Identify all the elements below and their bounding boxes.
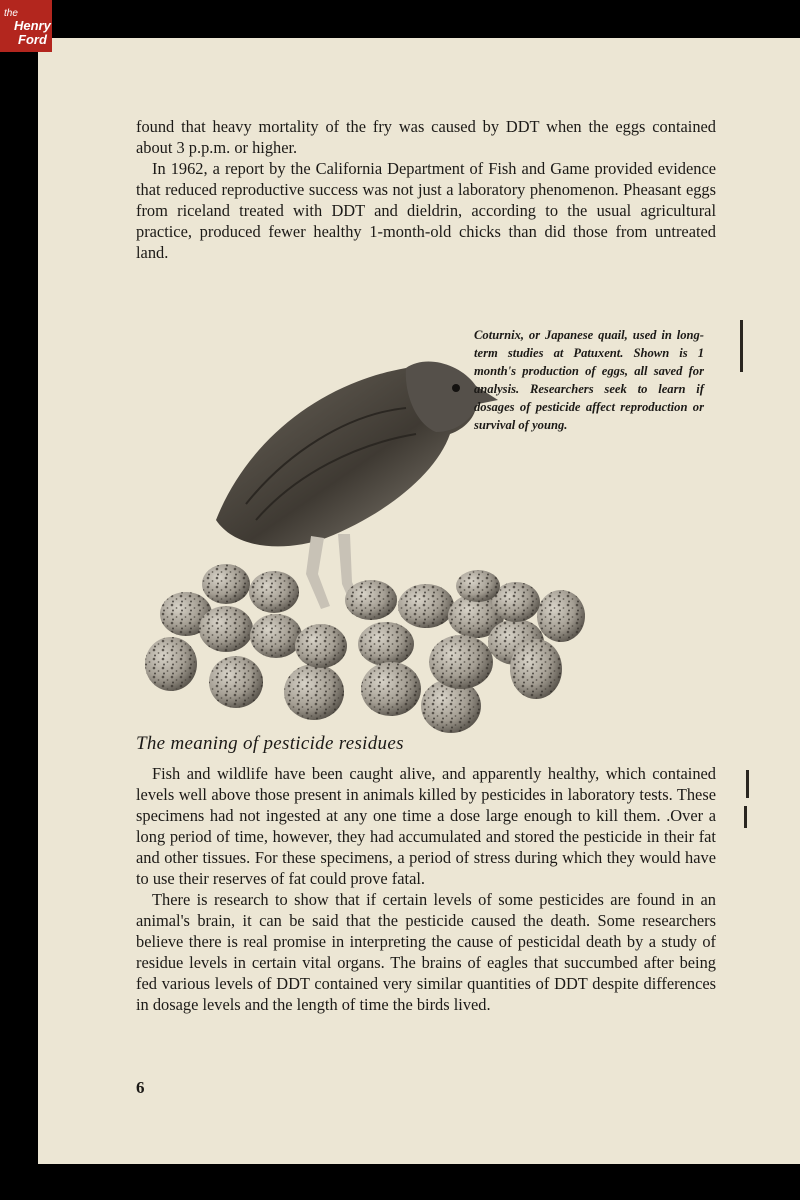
intro-text xyxy=(136,116,716,263)
logo-text-ford: Ford xyxy=(18,32,47,47)
henry-ford-logo xyxy=(0,0,52,52)
body-paragraph-1: Fish and wildlife have been caught alive, and apparently healthy, which contained levels well above those present in animals killed by pesticides in laboratory tests. These specimens had not ingested at any one time a dose large enough to kill them. .Over a long period of time, however, they had accumulated and stored the pesticide in their fat and other tissues. For these specimens, a period of stress during which they would have to use their reserves of fat could prove fatal. xyxy=(136,764,716,888)
logo-text-the: the xyxy=(4,8,18,19)
intro-paragraph-2: In 1962, a report by the California Department of Fish and Game provided evidence that reduced reproductive success was not just a laboratory phenomenon. Pheasant eggs from riceland treated with DDT and dieldrin, according to the usual agricultural practice, produced fewer healthy 1-month-old chicks than did those from untreated land. xyxy=(136,159,716,262)
bleed-mark xyxy=(744,806,747,828)
egg-pile xyxy=(145,564,585,733)
body-paragraph-2: There is research to show that if certain levels of some pesticides are found in an animal's brain, it can be said that the pesticide caused the death. Some researchers believe there is real promise in interpreting the cause of pesticidal death by a study of residue levels in certain vital organs. The brains of eagles that succumbed after being fed various levels of DDT contained very similar quantities of DDT despite differences in dosage levels and the length of time the birds lived. xyxy=(136,890,716,1014)
section-heading: The meaning of pesticide residues xyxy=(136,733,404,754)
logo-text-henry: Henry xyxy=(14,18,51,33)
body-text xyxy=(136,763,716,1015)
intro-paragraph-1: found that heavy mortality of the fry was caused by DDT when the eggs contained about 3 p.p.m. or higher. xyxy=(136,117,716,157)
page-number: 6 xyxy=(136,1078,145,1097)
bleed-mark xyxy=(740,320,743,372)
bleed-mark xyxy=(746,770,749,798)
photo-caption: Coturnix, or Japanese quail, used in long-term studies at Patuxent. Shown is 1 month's production of eggs, all saved for analysis. Researchers seek to learn if dosages of pesticide affect reproduction or survival of young. xyxy=(474,328,704,432)
document-page xyxy=(38,38,800,1164)
